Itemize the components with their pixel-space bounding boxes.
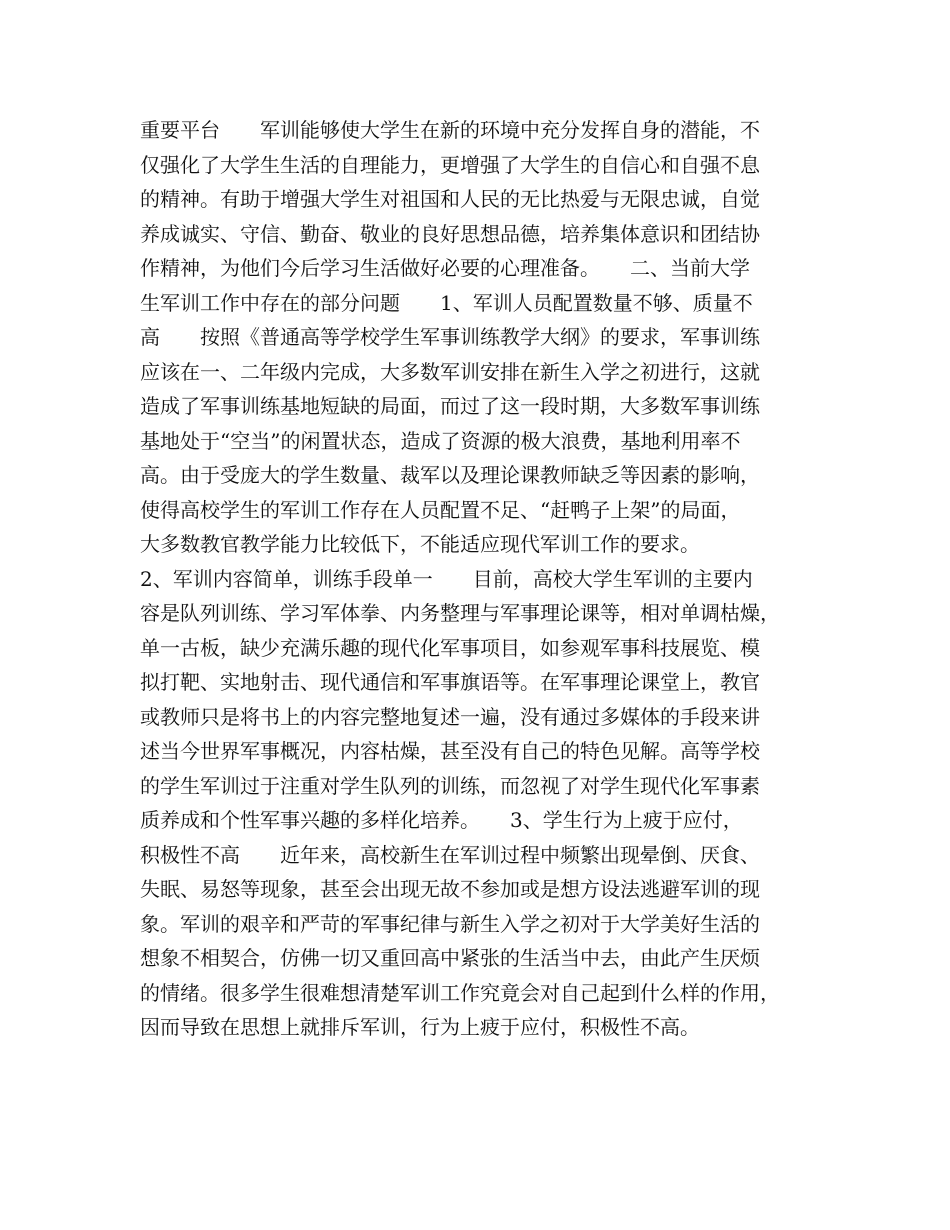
text-line: 质养成和个性军事兴趣的多样化培养。 3、学生行为上疲于应付，: [140, 808, 743, 832]
text-line: 失眠、易怒等现象，甚至会出现无故不参加或是想方设法逃避军训的现: [140, 877, 760, 901]
text-line: 生军训工作中存在的部分问题 1、军训人员配置数量不够、质量不: [140, 290, 753, 315]
text-line: 养成诚实、守信、勤奋、敬业的良好思想品德，培养集体意识和团结协: [140, 221, 760, 246]
text-line: 述当今世界军事概况，内容枯燥，甚至没有自己的特色见解。高等学校: [140, 739, 760, 763]
text-line: 基地处于“空当”的闲置状态，造成了资源的极大浪费，基地利用率不: [140, 428, 741, 453]
text-line: 高 按照《普通高等学校学生军事训练教学大纲》的要求，军事训练: [140, 325, 760, 349]
text-line: 积极性不高 近年来，高校新生在军训过程中频繁出现晕倒、厌食、: [140, 842, 760, 867]
text-line: 容是队列训练、学习军体拳、内务整理与军事理论课等，相对单调枯燥，: [140, 601, 780, 625]
text-line: 想象不相契合，仿佛一切又重回高中紧张的生活当中去，由此产生厌烦: [140, 946, 760, 970]
text-line: 造成了军事训练基地短缺的局面，而过了这一段时期，大多数军事训练: [140, 394, 760, 418]
text-line: 作精神，为他们今后学习生活做好必要的心理准备。 二、当前大学: [140, 256, 750, 280]
text-line: 应该在一、二年级内完成，大多数军训安排在新生入学之初进行，这就: [140, 359, 760, 384]
text-line: 或教师只是将书上的内容完整地复述一遍，没有通过多媒体的手段来讲: [140, 704, 760, 729]
body-text: [140, 113, 820, 1045]
text-line: 使得高校学生的军训工作存在人员配置不足、“赶鸭子上架”的局面，: [140, 497, 741, 522]
text-line: 拟打靶、实地射击、现代通信和军事旗语等。在军事理论课堂上，教官: [140, 670, 760, 694]
text-line: 象。军训的艰辛和严苛的军事纪律与新生入学之初对于大学美好生活的: [140, 911, 760, 936]
text-line: 单一古板，缺少充满乐趣的现代化军事项目，如参观军事科技展览、模: [140, 635, 760, 660]
text-line: 仅强化了大学生生活的自理能力，更增强了大学生的自信心和自强不息: [140, 152, 760, 177]
text-line: 大多数教官教学能力比较低下，不能适应现代军训工作的要求。: [140, 532, 700, 556]
text-line: 高。由于受庞大的学生数量、裁军以及理论课教师缺乏等因素的影响，: [140, 463, 760, 487]
text-line: 的情绪。很多学生很难想清楚军训工作究竟会对自己起到什么样的作用，: [140, 980, 780, 1005]
text-line: 因而导致在思想上就排斥军训，行为上疲于应付，积极性不高。: [140, 1015, 700, 1039]
text-line: 2、军训内容简单，训练手段单一 目前，高校大学生军训的主要内: [140, 566, 753, 591]
text-line: 的精神。有助于增强大学生对祖国和人民的无比热爱与无限忠诚，自觉: [140, 187, 760, 211]
text-line: 重要平台 军训能够使大学生在新的环境中充分发挥自身的潜能，不: [140, 118, 760, 142]
text-line: 的学生军训过于注重对学生队列的训练，而忽视了对学生现代化军事素: [140, 773, 760, 798]
